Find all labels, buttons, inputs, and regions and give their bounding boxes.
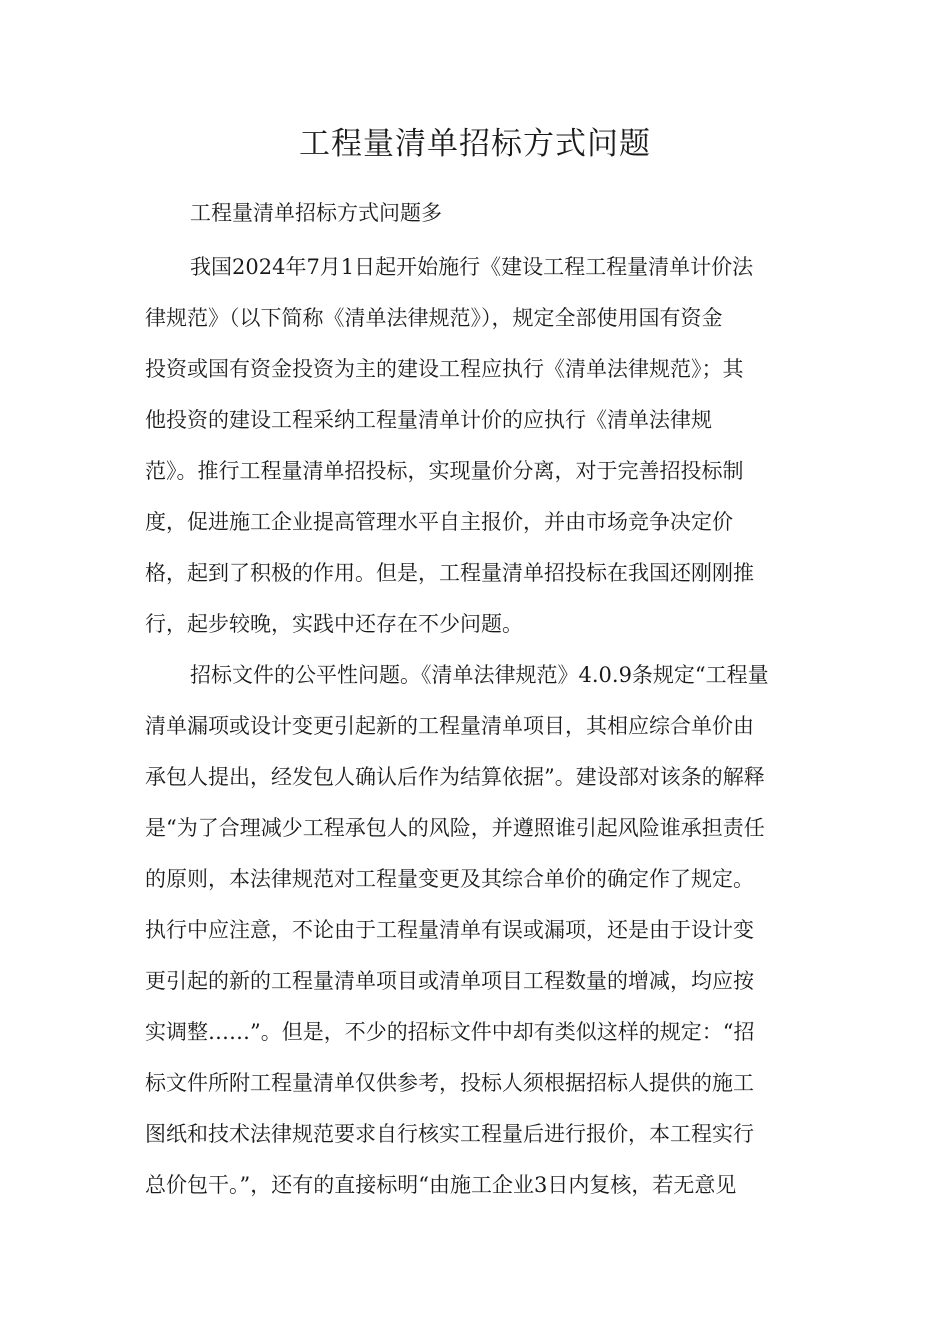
text-line: 更引起的新的工程量清单项目或清单项目工程数量的增减，均应按 [145, 969, 754, 993]
text-line: 他投资的建设工程采纳工程量清单计价的应执行《清单法律规 [145, 408, 712, 432]
text-line: 格，起到了积极的作用。但是，工程量清单招投标在我国还刚刚推 [145, 561, 754, 585]
text-line: 的原则，本法律规范对工程量变更及其综合单价的确定作了规定。 [145, 867, 754, 891]
document-title: 工程量清单招标方式问题 [299, 126, 651, 162]
text-line: 清单漏项或设计变更引起新的工程量清单项目，其相应综合单价由 [145, 714, 754, 738]
text-line: 承包人提出，经发包人确认后作为结算依据”。建设部对该条的解释 [145, 765, 765, 789]
text-line: 投资或国有资金投资为主的建设工程应执行《清单法律规范》；其 [145, 357, 744, 381]
text-line: 标文件所附工程量清单仅供参考，投标人须根据招标人提供的施工 [145, 1071, 754, 1095]
text-line: 度，促进施工企业提高管理水平自主报价，并由市场竞争决定价 [145, 510, 733, 534]
text-line: 行，起步较晚，实践中还存在不少问题。 [145, 612, 523, 636]
text-line: 范》。推行工程量清单招投标，实现量价分离，对于完善招投标制 [145, 459, 744, 483]
text-line: 执行中应注意，不论由于工程量清单有误或漏项，还是由于设计变 [145, 918, 754, 942]
text-line: 律规范》（以下简称《清单法律规范》），规定全部使用国有资金 [145, 306, 723, 330]
paragraph-heading: 工程量清单招标方式问题多 [190, 201, 442, 225]
text-line: 总价包干。”，还有的直接标明“由施工企业3日内复核，若无意见 [145, 1173, 737, 1197]
text-line: 图纸和技术法律规范要求自行核实工程量后进行报价，本工程实行 [145, 1122, 754, 1146]
text-line: 是“为了合理减少工程承包人的风险，并遵照谁引起风险谁承担责任 [145, 816, 765, 840]
text-line: 我国2024年7月1日起开始施行《建设工程工程量清单计价法 [190, 255, 754, 279]
text-line: 招标文件的公平性问题。《清单法律规范》4.0.9条规定“工程量 [190, 663, 769, 687]
text-line: 实调整……”。但是，不少的招标文件中却有类似这样的规定：“招 [145, 1020, 755, 1044]
